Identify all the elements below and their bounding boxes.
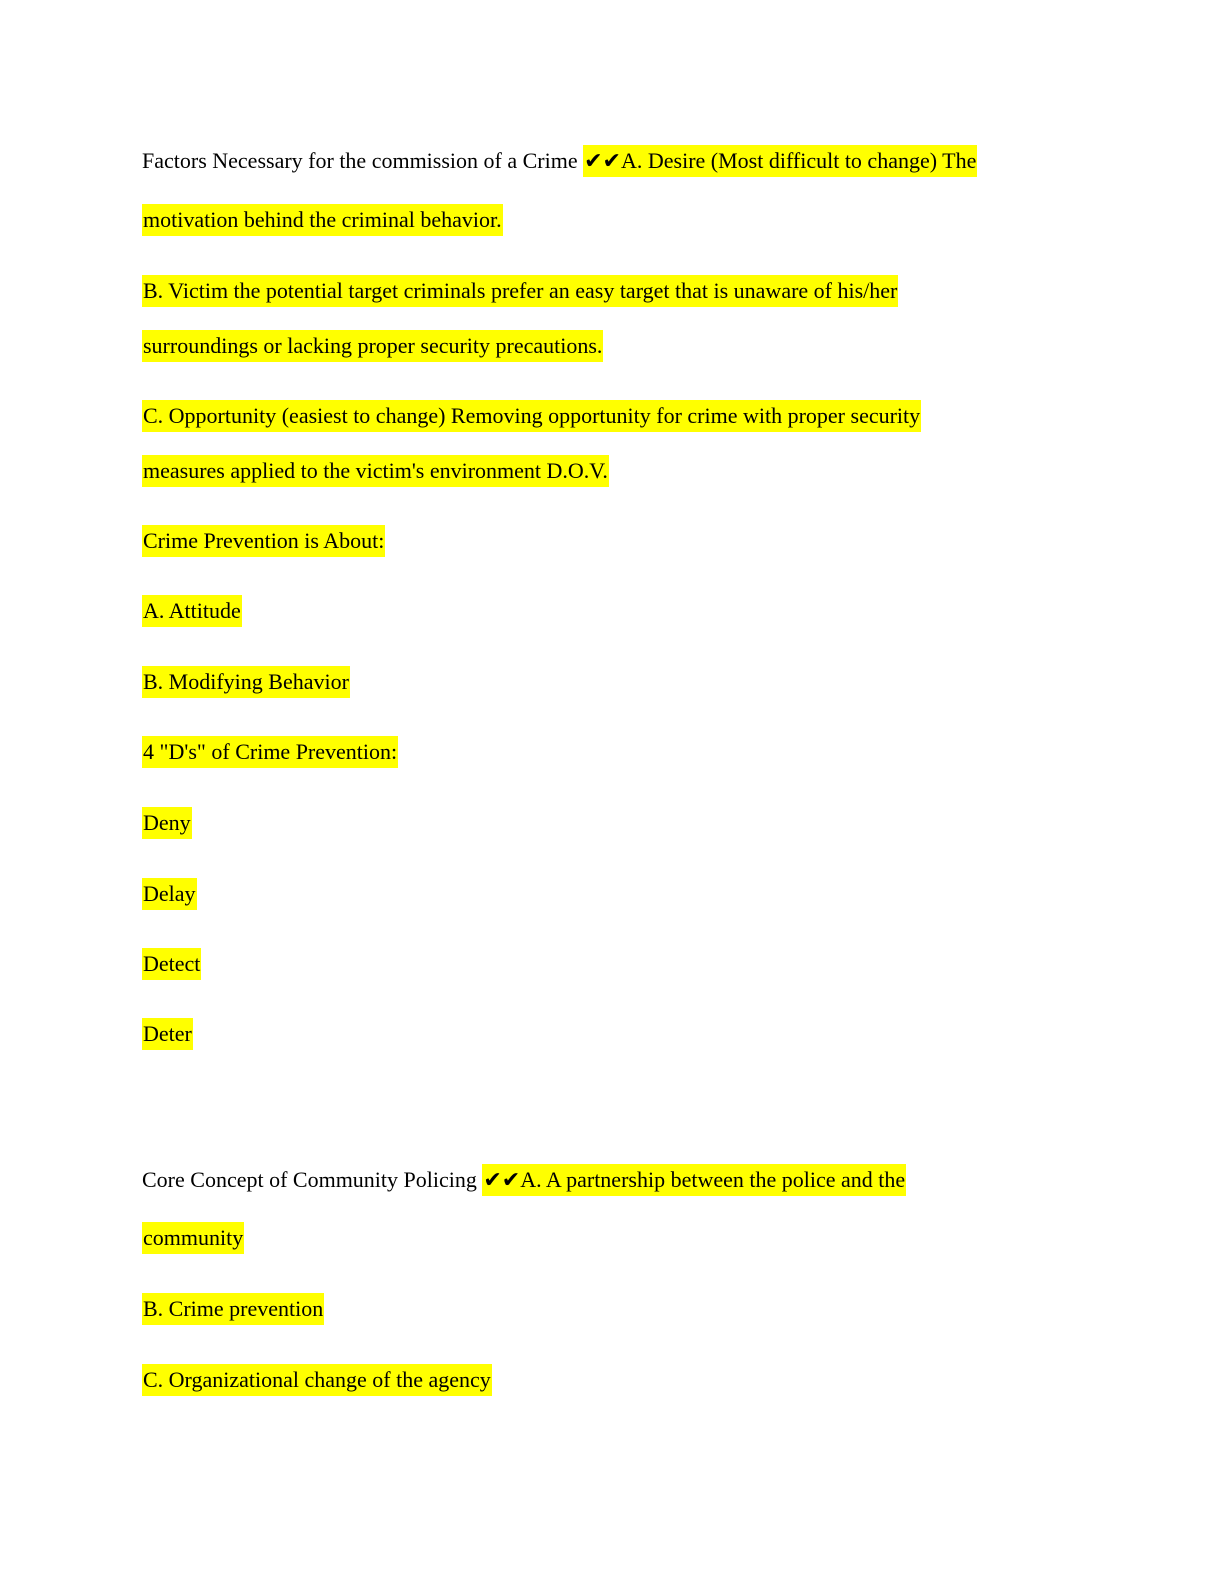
question-text: Core Concept of Community Policing — [142, 1167, 483, 1192]
list-item-continuation — [142, 332, 603, 359]
answer-continuation — [142, 1224, 244, 1251]
answer-highlight — [583, 145, 977, 177]
answer-text: B. Crime prevention — [142, 1293, 324, 1325]
answer-highlight — [482, 1164, 906, 1196]
answer-text: Detect — [142, 948, 201, 980]
list-item — [142, 880, 197, 907]
list-item — [142, 668, 350, 695]
list-item — [142, 1295, 324, 1322]
list-item — [142, 402, 921, 429]
answer-text: 4 "D's" of Crime Prevention: — [142, 736, 398, 768]
answer-text: A. Desire (Most difficult to change) The — [620, 148, 977, 173]
subheading — [142, 738, 398, 765]
answer-text: B. Victim the potential target criminals prefer an easy target that is unaware of his/her — [142, 275, 898, 307]
answer-text: C. Organizational change of the agency — [142, 1364, 492, 1396]
list-item — [142, 1366, 492, 1393]
list-item — [142, 277, 898, 304]
question-line-1 — [142, 147, 977, 174]
answer-text: motivation behind the criminal behavior. — [142, 204, 503, 236]
question-text: Factors Necessary for the commission of a Crime — [142, 148, 584, 173]
answer-text: A. A partnership between the police and the — [520, 1167, 906, 1192]
answer-text: Delay — [142, 878, 197, 910]
list-item-continuation — [142, 457, 609, 484]
list-item — [142, 809, 192, 836]
question-line-2 — [142, 1166, 906, 1193]
answer-text: Deny — [142, 807, 192, 839]
answer-text: Crime Prevention is About: — [142, 525, 385, 557]
answer-text: B. Modifying Behavior — [142, 666, 350, 698]
checkmark-icon: ✔✔ — [483, 1167, 521, 1192]
answer-text: measures applied to the victim's environment D.O.V. — [142, 455, 609, 487]
answer-continuation — [142, 206, 503, 233]
list-item — [142, 597, 242, 624]
answer-text: A. Attitude — [142, 595, 242, 627]
answer-text: community — [142, 1222, 244, 1254]
answer-text: Deter — [142, 1018, 193, 1050]
answer-text: C. Opportunity (easiest to change) Removing opportunity for crime with proper security — [142, 400, 921, 432]
list-item — [142, 1020, 193, 1047]
list-item — [142, 950, 201, 977]
subheading — [142, 527, 385, 554]
answer-text: surroundings or lacking proper security precautions. — [142, 330, 603, 362]
checkmark-icon: ✔✔ — [584, 148, 621, 173]
